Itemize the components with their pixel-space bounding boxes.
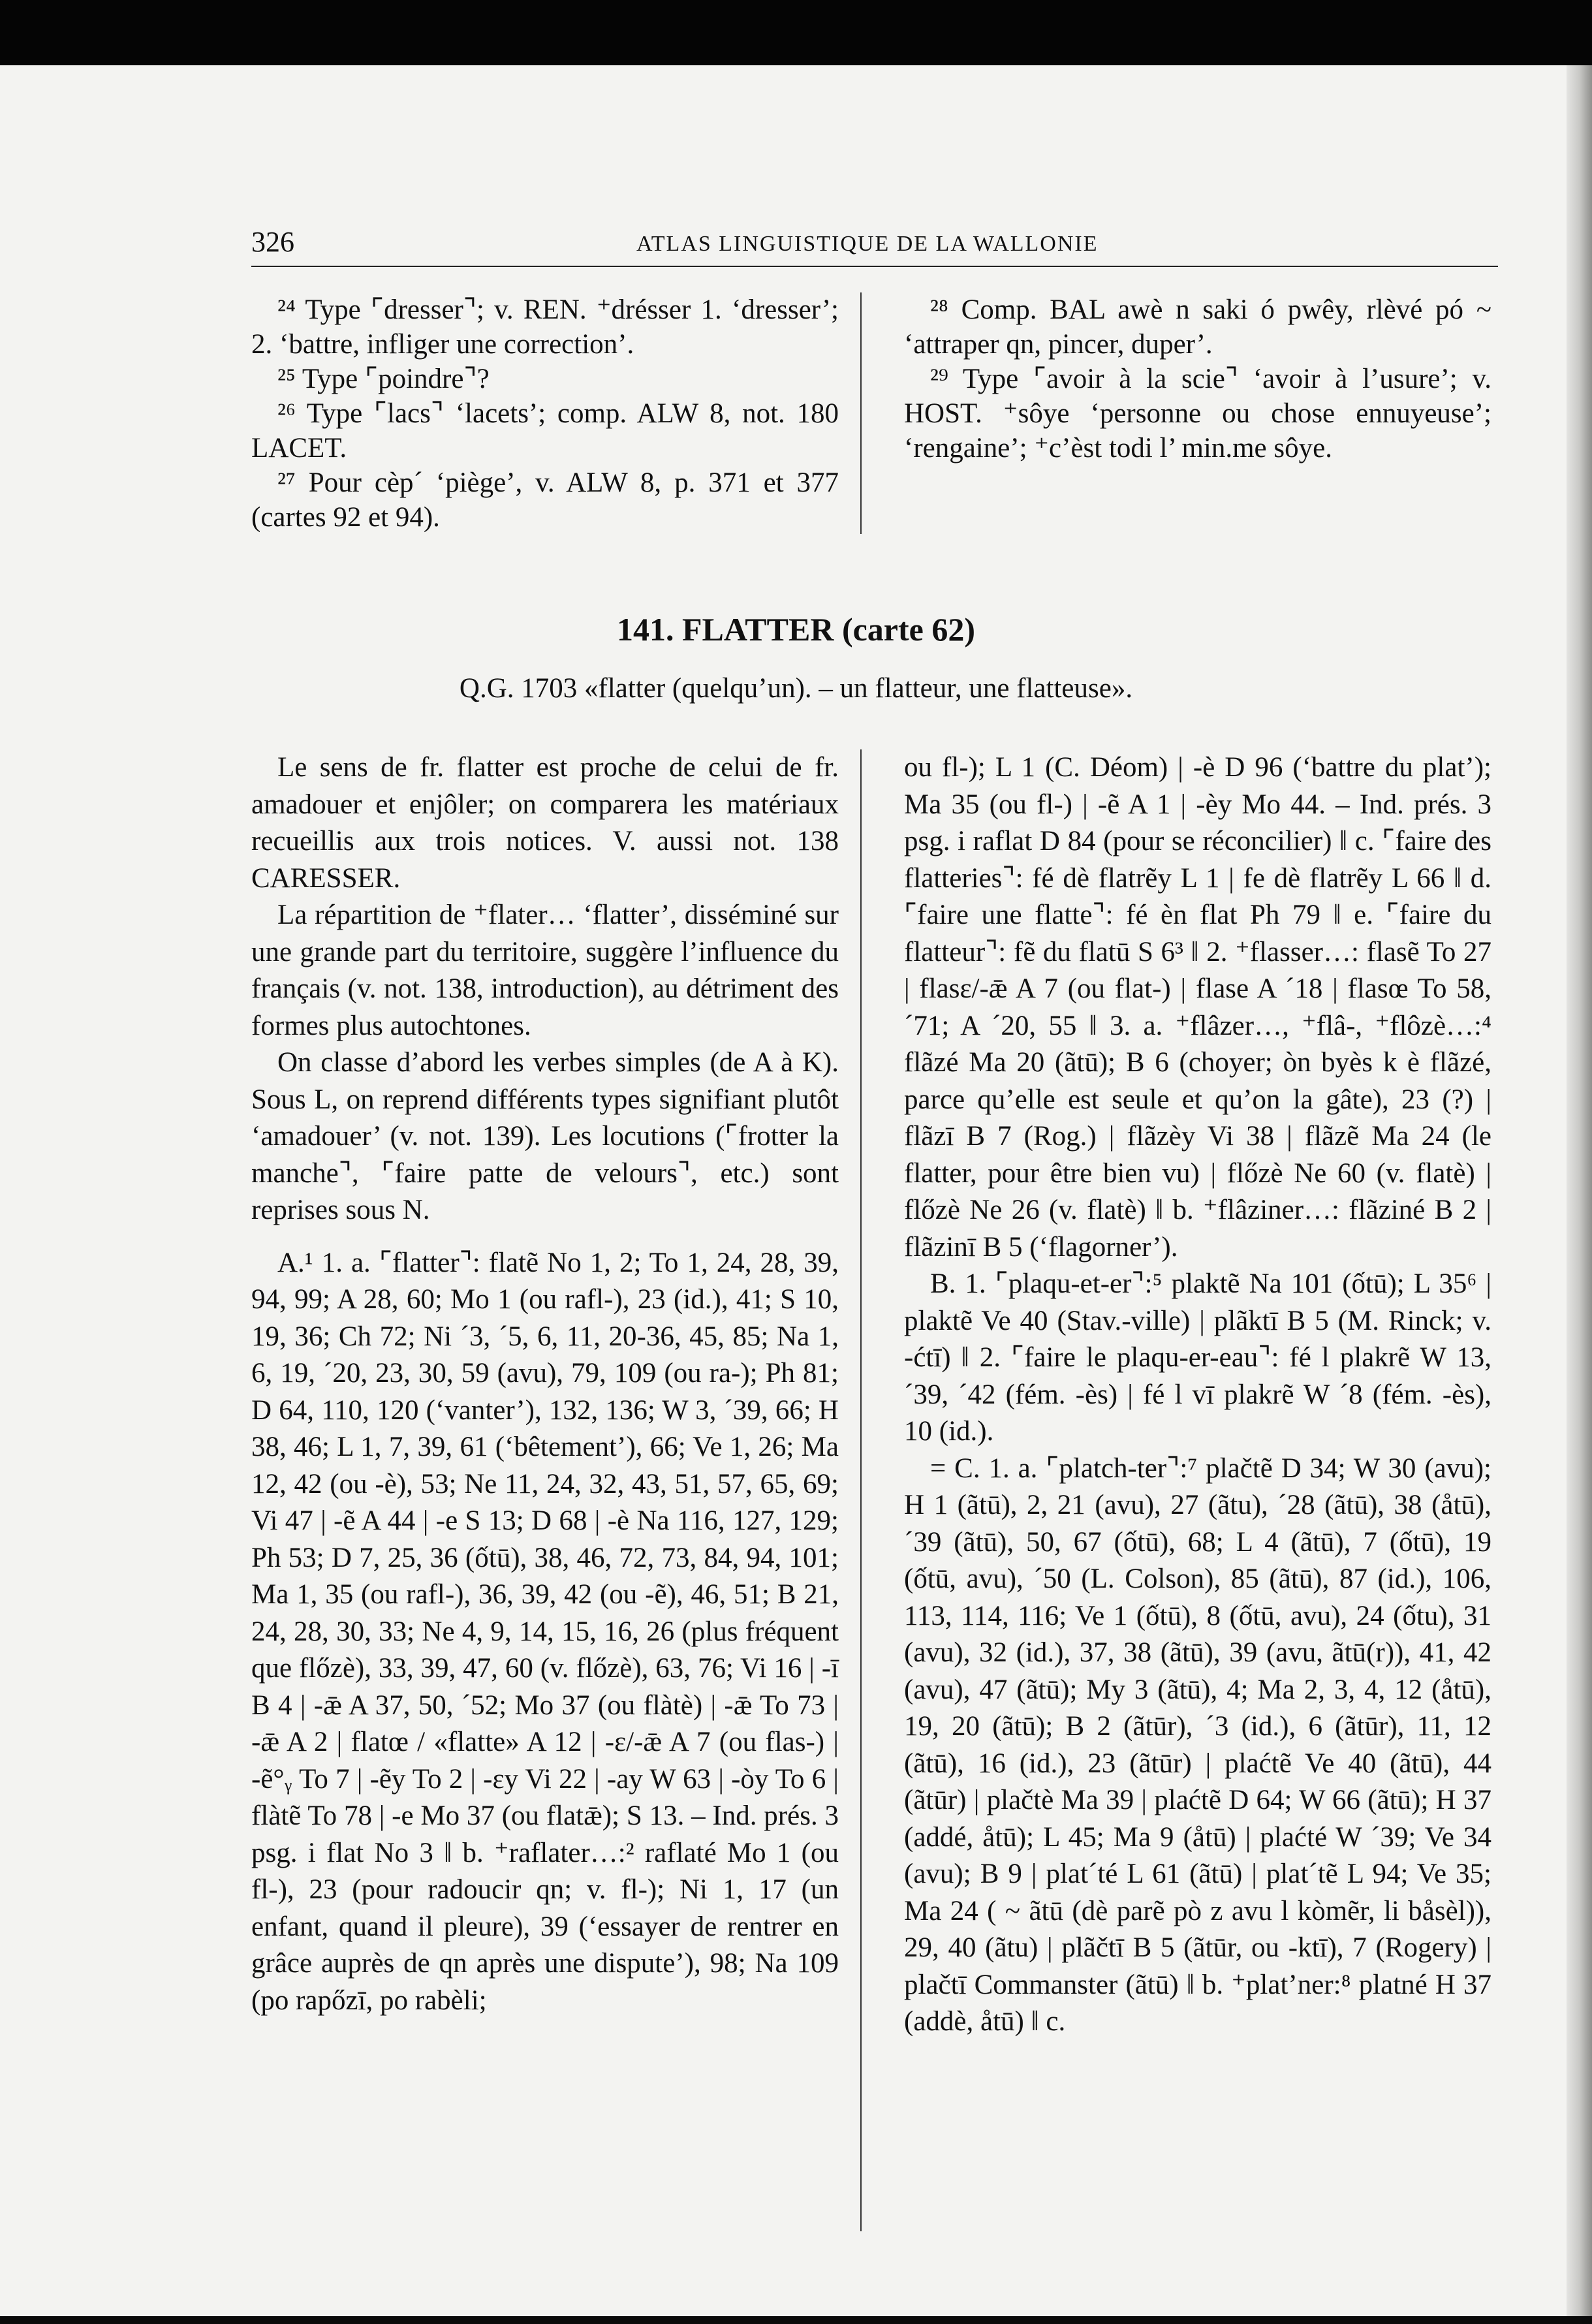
footnotes-left-column bbox=[251, 292, 839, 535]
header-rule bbox=[251, 266, 1498, 267]
footnotes-right-column bbox=[904, 292, 1491, 465]
body-left-column bbox=[251, 749, 839, 2019]
body-paragraph: Le sens de fr. flatter est proche de celui de fr. amadouer et enjôler; on comparera les matériaux recueillis aux trois notices. V. aussi not. 138 CARESSER. bbox=[251, 752, 839, 894]
footnote-24: ²⁴ Type ⌜dresser⌝; v. REN. ⁺drésser 1. ‘dresser’; 2. ‘battre, infliger une correction’. bbox=[251, 294, 839, 360]
footnote-25: ²⁵ Type ⌜poindre⌝? bbox=[277, 364, 490, 394]
running-header bbox=[251, 225, 1498, 264]
footnote-column-divider bbox=[860, 292, 862, 534]
footnote-28: ²⁸ Comp. BAL awè n saki ó pwêy, rlèvé pó ~ ‘attraper qn, pincer, duper’. bbox=[904, 294, 1491, 360]
scan-top-border bbox=[0, 0, 1592, 65]
body-right-column bbox=[904, 749, 1491, 2041]
body-paragraph: A.¹ 1. a. ⌜flatter⌝: flatẽ No 1, 2; To 1, 24, 28, 39, 94, 99; A 28, 60; Mo 1 (ou rafl-), 23 (id.), 41; S 10, 19, 36; Ch 72; Ni ´3, ´5, 6, 11, 20-36, 45, 85; Na 1, 6, 19, ´20, 23, 30, 59 (avu), 79, 109 (ou ra-); Ph 81; D 64, 110, 120 (‘vanter’), 132, 136; W 3, ´39, 66; H 38, 46; L 1, 7, 39, 61 (‘bêtement’), 66; Ve 1, 26; Ma 12, 42 (ou -è), 53; Ne 11, 24, 32, 43, 51, 57, 65, 69; Vi 47 | -ẽ A 44 | -e S 13; D 68 | -è Na 116, 127, 129; Ph 53; D 7, 25, 36 (ốtū), 38, 46, 72, 73, 84, 94, 101; Ma 1, 35 (ou rafl-), 36, 39, 42 (ou -ẽ), 46, 51; B 21, 24, 28, 30, 33; Ne 4, 9, 14, 15, 16, 26 (plus fréquent que flőzè), 33, 39, 47, 60 (v. flőzè), 63, 76; Vi 16 | -ī B 4 | -ǣ A 37, 50, ´52; Mo 37 (ou flàtè) | -ǣ To 73 | -ǣ A 2 | flatœ / «flatte» A 12 | -ɛ/-ǣ A 7 (ou flas-) | -ẽ°ᵧ To 7 | -ẽy To 2 | -ɛy Vi 22 | -ay W 63 | -òy To 6 | flàtẽ To 78 | -e Mo 37 (ou flatǣ); S 13. – Ind. prés. 3 psg. i flat No 3 ‖ b. ⁺raflater…:² raflaté Mo 1 (ou fl-), 23 (pour radoucir qn; v. fl-); Ni 1, 17 (un enfant, quand il pleure), 39 (‘essayer de rentrer en grâce auprès de qn après une dispute’), 98; Na 109 (po rapőzī, po rabèli; bbox=[251, 1247, 839, 2016]
footnote-27: ²⁷ Pour cèp´ ‘piège’, v. ALW 8, p. 371 et 377 (cartes 92 et 94). bbox=[251, 467, 839, 533]
section-title: 141. FLATTER (carte 62) bbox=[617, 611, 975, 648]
body-column-divider bbox=[860, 749, 862, 2231]
section-subtitle: Q.G. 1703 «flatter (quelqu’un). – un flatteur, une flatteuse». bbox=[459, 673, 1133, 704]
running-title: ATLAS LINGUISTIQUE DE LA WALLONIE bbox=[636, 232, 1099, 256]
footnote-26: ²⁶ Type ⌜lacs⌝ ‘lacets’; comp. ALW 8, not. 180 LACET. bbox=[251, 398, 839, 463]
body-paragraph: On classe d’abord les verbes simples (de A à K). Sous L, on reprend différents types signifiant plutôt ‘amadouer’ (v. not. 139). Les locutions (⌜frotter la manche⌝, ⌜faire patte de velours⌝, etc.) sont reprises sous N. bbox=[251, 1047, 839, 1225]
body-paragraph: La répartition de ⁺flater… ‘flatter’, disséminé sur une grande part du territoire, suggère l’influence du français (v. not. 138, introduction), au détriment des formes plus autochtones. bbox=[251, 900, 839, 1041]
body-paragraph: B. 1. ⌜plaqu-et-er⌝:⁵ plaktẽ Na 101 (ốtū); L 35⁶ | plaktẽ Ve 40 (Stav.-ville) | plãktī B 5 (M. Rinck; v. -ćtī) ‖ 2. ⌜faire le plaqu-er-eau⌝: fé l plakrẽ W 13, ´39, ´42 (fém. -ès) | fé l vī plakrẽ W ´8 (fém. -ès), 10 (id.). bbox=[904, 1268, 1491, 1447]
body-paragraph: ou fl-); L 1 (C. Déom) | -è D 96 (‘battre du plat’); Ma 35 (ou fl-) | -ẽ A 1 | -èy Mo 44. – Ind. prés. 3 psg. i raflat D 84 (pour se réconcilier) ‖ c. ⌜faire des flatteries⌝: fé dè flatrẽy L 1 | fe dè flatrẽy L 66 ‖ d. ⌜faire une flatte⌝: fé èn flat Ph 79 ‖ e. ⌜faire du flatteur⌝: fẽ du flatū S 6³ ‖ 2. ⁺flasser…: flasẽ To 27 | flasɛ/-ǣ A 7 (ou flat-) | flase A ´18 | flasœ To 58, ´71; A ´20, 55 ‖ 3. a. ⁺flâzer…, ⁺flâ-, ⁺flôzè…:⁴ flãzé Ma 20 (ãtū); B 6 (choyer; òn byès k è flãzé, parce qu’elle est seule et qu’on la gâte), 23 (?) | flãzī B 7 (Rog.) | flãzèy Vi 38 | flãzẽ Ma 24 (le flatter, pour être bien vu) | flőzè Ne 60 (v. flatè) | flőzè Ne 26 (v. flatè) ‖ b. ⁺flâziner…: flãziné B 2 | flãzinī B 5 (‘flagorner’). bbox=[904, 752, 1491, 1263]
scan-bottom-border bbox=[0, 2316, 1592, 2324]
scan-page-edge bbox=[1567, 65, 1592, 2316]
body-paragraph: = C. 1. a. ⌜platch-ter⌝:⁷ plačtẽ D 34; W 30 (avu); H 1 (ãtū), 2, 21 (avu), 27 (ãtu), ´28 (ãtū), 38 (åtū), ´39 (ãtū), 50, 67 (ốtū), 68; L 4 (ãtū), 7 (ốtū), 19 (ốtū, avu), ´50 (L. Colson), 85 (ãtū), 87 (id.), 106, 113, 114, 116; Ve 1 (ốtū), 8 (ốtū, avu), 24 (ốtu), 31 (avu), 32 (id.), 37, 38 (ãtū), 39 (avu, ãtū(r)), 41, 42 (avu), 47 (ãtū); My 3 (ãtū), 4; Ma 2, 3, 4, 12 (åtū), 19, 20 (ãtū); B 2 (ãtūr), ´3 (id.), 6 (ãtūr), 11, 12 (ãtū), 16 (id.), 23 (ãtūr) | plaćtẽ Ve 40 (ãtū), 44 (ãtūr) | plačtè Ma 39 | plaćtẽ D 64; W 66 (ãtū); H 37 (addé, åtū); L 45; Ma 9 (åtū) | plaćté W ´39; Ve 34 (avu); B 9 | plat´té L 61 (ãtū) | plat´tẽ L 94; Ve 35; Ma 24 ( ~ ãtū (dè parẽ pò z avu l kòmẽr, li båsèl)), 29, 40 (ãtu) | plãčtī B 5 (ãtūr, ou -ktī), 7 (Rogery) | plačtī Commanster (ãtū) ‖ b. ⁺plat’ner:⁸ platné H 37 (addè, åtū) ‖ c. bbox=[904, 1452, 1491, 2037]
page-number: 326 bbox=[251, 226, 294, 258]
footnote-29: ²⁹ Type ⌜avoir à la scie⌝ ‘avoir à l’usure’; v. HOST. ⁺sôye ‘personne ou chose ennuyeuse’; ‘rengaine’; ⁺c’èst todi l’ min.me sôye. bbox=[904, 364, 1491, 463]
